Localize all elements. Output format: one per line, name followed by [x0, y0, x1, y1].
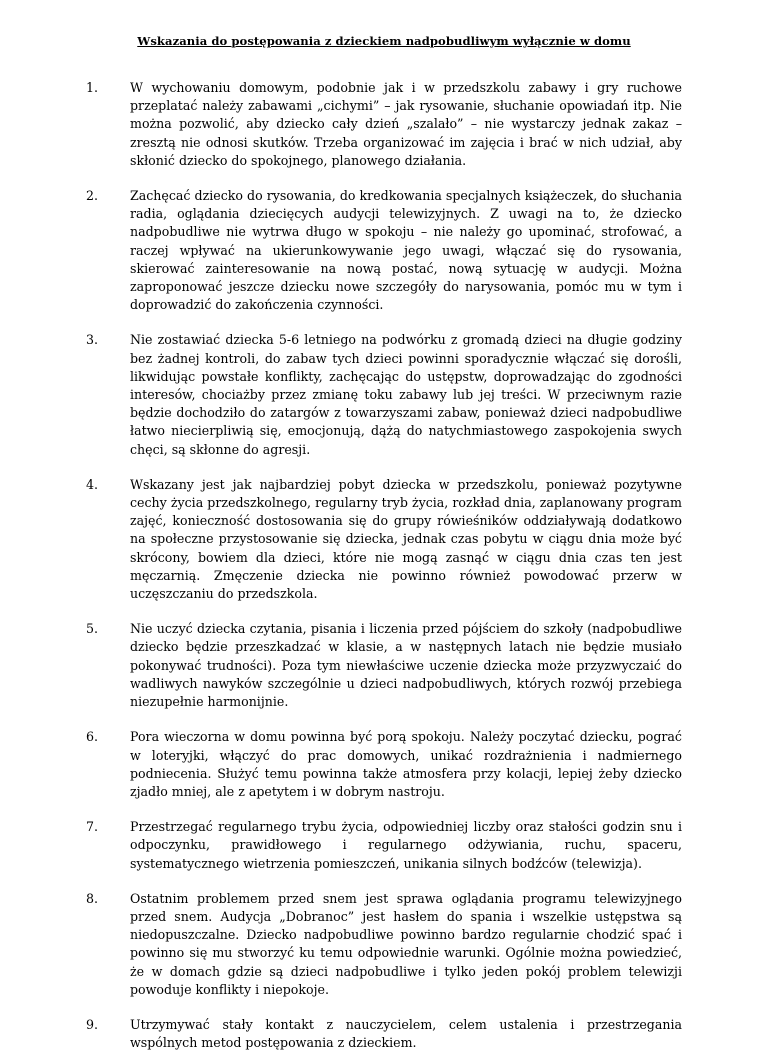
- item-number: 6.: [86, 729, 99, 745]
- item-number: 3.: [86, 332, 99, 348]
- item-number: 7.: [86, 819, 99, 835]
- item-text: Utrzymywać stały kontakt z nauczycielem, celem ustalenia i przestrzegania wspólnych metod postępowania z dzieckiem.: [130, 1016, 682, 1051]
- item-text: Nie uczyć dziecka czytania, pisania i liczenia przed pójściem do szkoły (nadpobudliwe dziecko będzie przeszkadzać w klasie, a w następnych latach nie będzie musiało pokonywać trudności). Poza tym niewłaściwe uczenie dziecka może przyzwyczaić do wadliwych nawyków szczególnie u dzieci nadpobudliwych, których rozwój przebiega niezupełnie harmonijnie.: [130, 621, 682, 710]
- list-item: [86, 331, 682, 458]
- list-item: [86, 818, 682, 873]
- list-item: [86, 1016, 682, 1052]
- item-number: 9.: [86, 1016, 99, 1032]
- list-item: [86, 728, 682, 801]
- guidelines-list: [86, 79, 682, 1052]
- item-number: 8.: [86, 890, 99, 906]
- item-text: W wychowaniu domowym, podobnie jak i w przedszkolu zabawy i gry ruchowe przeplatać należy zabawami „cichymi” – jak rysowanie, słuchanie opowiadań itp. Nie można pozwolić, aby dziecko cały dzień „szalało” – nie wystarczy jednak zakaz – zresztą nie odnosi skutków. Trzeba organizować im zajęcia i brać w nich udział, aby skłonić dziecko do spokojnego, planowego działania.: [130, 80, 682, 168]
- item-number: 5.: [86, 621, 99, 637]
- item-number: 2.: [86, 188, 99, 204]
- list-item: [86, 187, 682, 314]
- list-item: [86, 890, 682, 999]
- list-item: [86, 79, 682, 170]
- list-item: [86, 476, 682, 603]
- item-number: 4.: [86, 476, 99, 492]
- item-text: Ostatnim problemem przed snem jest sprawa oglądania programu telewizyjnego przed snem. Audycja „Dobranoc” jest hasłem do spania i wszelkie ustępstwa są niedopuszczalne. Dziecko nadpobudliwe powinno bardzo regularnie chodzić spać i powinno się mu stworzyć ku temu odpowiednie warunki. Ogólnie można powiedzieć, że w domach gdzie są dzieci nadpobudliwe i tylko jeden pokój problem telewizji powoduje konflikty i niepokoje.: [130, 890, 682, 997]
- item-text: Nie zostawiać dziecka 5-6 letniego na podwórku z gromadą dzieci na długie godziny bez żadnej kontroli, do zabaw tych dzieci powinni sporadycznie włączać się dorośli, likwidując powstałe konflikty, zachęcając do ustępstw, doprowadzając do zgodności interesów, chociażby przez zmianę toku zabawy lub jej treści. W przeciwnym razie będzie dochodziło do zatargów z towarzyszami zabaw, ponieważ dzieci nadpobudliwe łatwo niecierpliwią się, emocjonują, dążą do natychmiastowego zaspokojenia swych chęci, są skłonne do agresji.: [130, 332, 682, 457]
- item-text: Wskazany jest jak najbardziej pobyt dziecka w przedszkolu, ponieważ pozytywne cechy życia przedszkolnego, regularny tryb życia, rozkład dnia, zaplanowany program zajęć, konieczność dostosowania się do grupy rówieśników oddziaływają dodatkowo na społeczne przystosowanie się dziecka, jednak czas pobytu w ciągu dnia może być skrócony, bowiem dla dzieci, które nie mogą zasnąć w ciągu dnia czas ten jest męczarnią. Zmęczenie dziecka nie powinno również powodować przerw w uczęszczaniu do przedszkola.: [130, 476, 682, 602]
- item-text: Pora wieczorna w domu powinna być porą spokoju. Należy poczytać dziecku, pograć w loteryjki, włączyć do prac domowych, unikać rozdrażnienia i nadmiernego podniecenia. Służyć temu powinna także atmosfera przy kolacji, lepiej żeby dziecko zjadło mniej, ale z apetytem i w dobrym nastroju.: [130, 729, 682, 799]
- item-text: Przestrzegać regularnego trybu życia, odpowiedniej liczby oraz stałości godzin snu i odpoczynku, prawidłowego i regularnego odżywiania, ruchu, spaceru, systematycznego wietrzenia pomieszczeń, unikania silnych bodźców (telewizja).: [130, 819, 682, 871]
- item-number: 1.: [86, 80, 99, 95]
- item-text: Zachęcać dziecko do rysowania, do kredkowania specjalnych książeczek, do słuchania radia, oglądania dziecięcych audycji telewizyjnych. Z uwagi na to, że dziecko nadpobudliwe nie wytrwa długo w spokoju – nie należy go upominać, strofować, a raczej wpływać na ukierunkowywanie jego uwagi, włączać się do rysowania, skierować zainteresowanie na nową postać, nową sytuację w audycji. Można zaproponować jeszcze dziecku nowe szczegóły do narysowania, pomóc mu w tym i doprowadzić do zakończenia czynności.: [130, 188, 682, 313]
- list-item: [86, 620, 682, 711]
- document-title: Wskazania do postępowania z dzieckiem nadpobudliwym wyłącznie w domu: [137, 34, 631, 48]
